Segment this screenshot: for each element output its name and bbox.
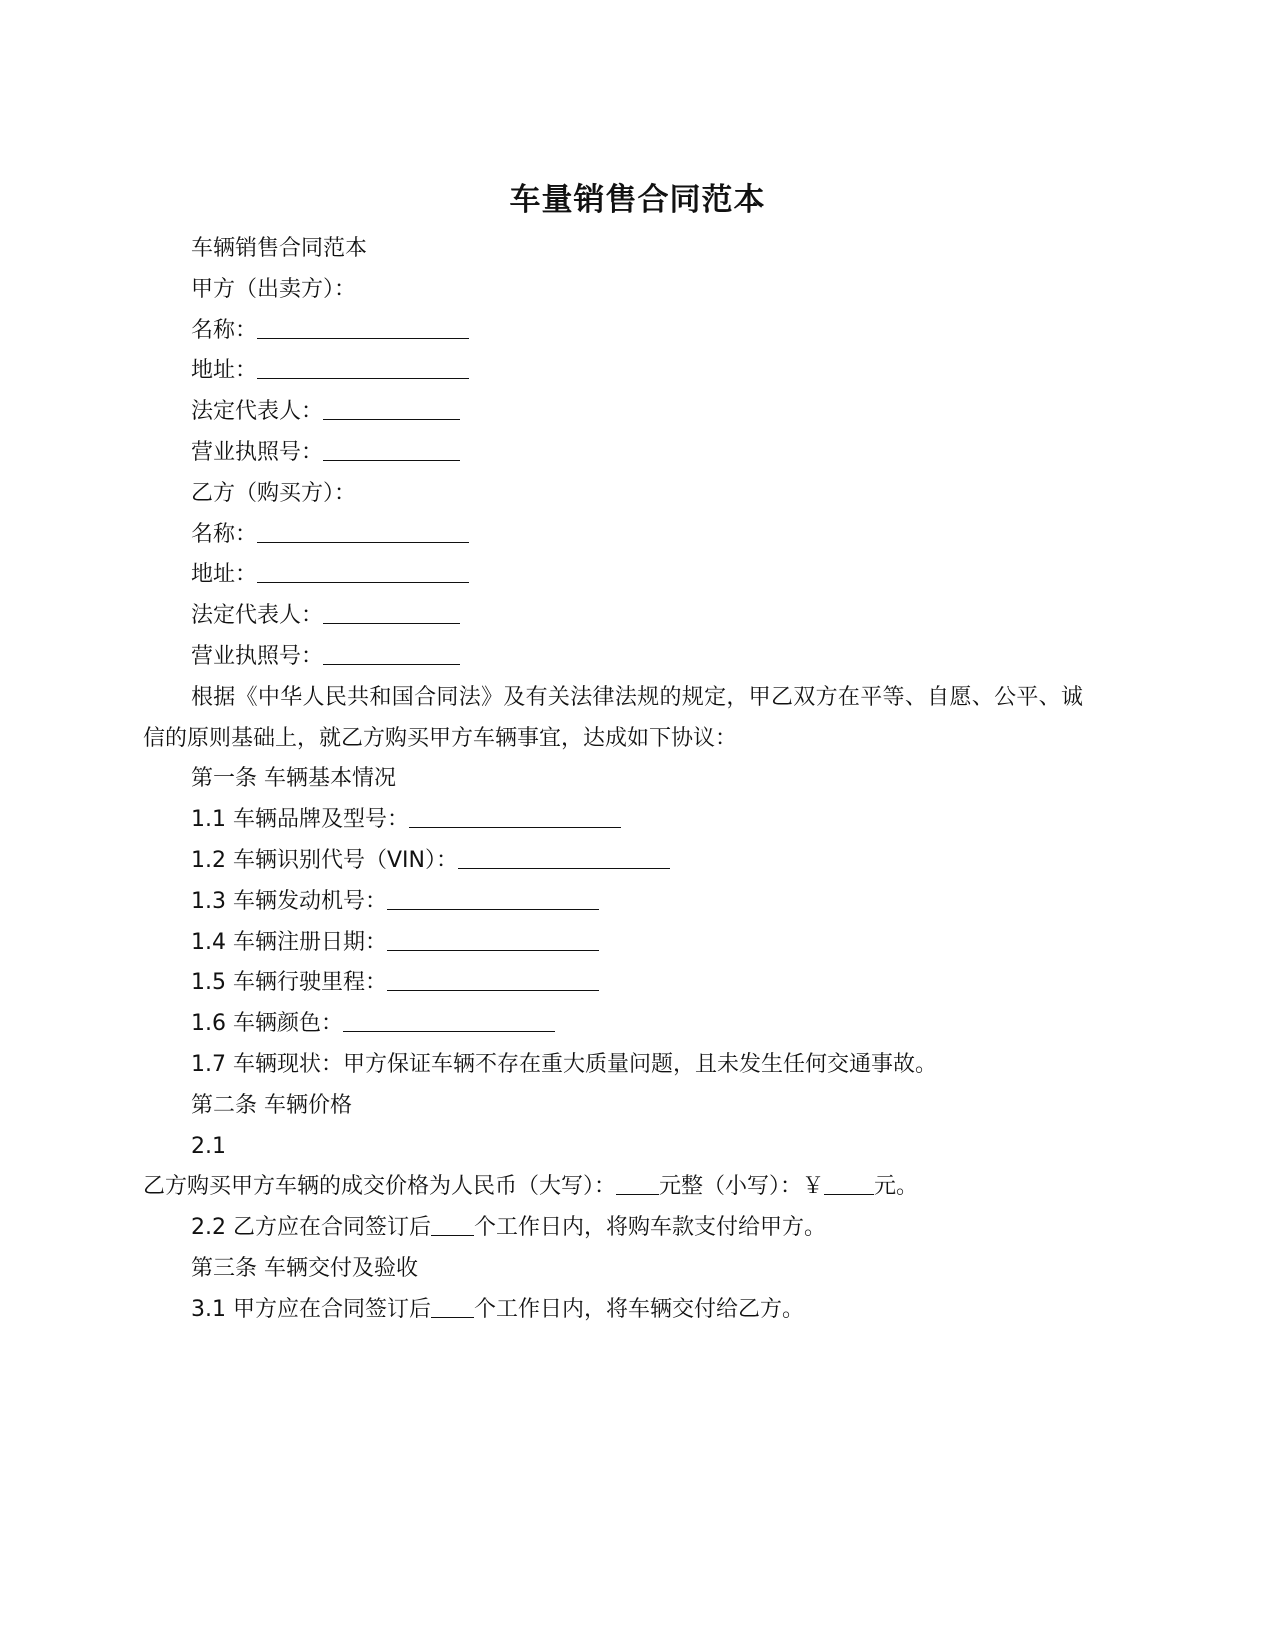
party-b-address-field[interactable] — [257, 560, 469, 583]
payment-days-field[interactable] — [431, 1213, 474, 1236]
item-2-2-text-b: 个工作日内，将购车款支付给甲方。 — [473, 1215, 826, 1241]
party-a-legal-rep-field[interactable] — [323, 397, 460, 420]
preamble-paragraph: 根据《中华人民共和国合同法》及有关法律法规的规定，甲乙双方在平等、自愿、公平、诚信的原则基础上，就乙方购买甲方车辆事宜，达成如下协议： — [143, 684, 1083, 751]
party-b-license-label: 营业执照号： — [191, 643, 324, 669]
document-body — [143, 229, 1083, 1331]
price-uppercase-field[interactable] — [616, 1172, 659, 1195]
party-a-license-label: 营业执照号： — [191, 439, 324, 465]
item-1-4-label: 1.4 车辆注册日期： — [191, 929, 387, 955]
party-b-heading: 乙方（购买方）： — [191, 480, 357, 506]
item-3-1-text-b: 个工作日内，将车辆交付给乙方。 — [473, 1296, 804, 1322]
item-3-1-text-a: 3.1 甲方应在合同签订后 — [191, 1296, 431, 1322]
vin-field[interactable] — [458, 846, 670, 869]
party-b-address-label: 地址： — [191, 562, 258, 588]
item-3-1-line — [143, 1290, 1083, 1331]
party-b-address-line — [143, 555, 1083, 596]
party-a-legal-rep-label: 法定代表人： — [191, 399, 324, 425]
party-b-legal-rep-line — [143, 596, 1083, 637]
party-a-heading: 甲方（出卖方）： — [191, 276, 357, 302]
article-1-item — [143, 800, 1083, 841]
article-1-item — [143, 1004, 1083, 1045]
article-1-item — [143, 923, 1083, 964]
party-a-name-label: 名称： — [191, 317, 258, 343]
delivery-days-field[interactable] — [431, 1295, 474, 1318]
item-2-1-text-a: 乙方购买甲方车辆的成交价格为人民币（大写）： — [143, 1174, 617, 1200]
item-1-5-label: 1.5 车辆行驶里程： — [191, 970, 387, 996]
color-field[interactable] — [343, 1009, 555, 1032]
item-2-1-text-b: 元整（小写）：￥ — [659, 1174, 825, 1200]
engine-number-field[interactable] — [387, 887, 599, 910]
subtitle: 车辆销售合同范本 — [191, 236, 368, 261]
party-b-name-field[interactable] — [257, 520, 469, 543]
item-2-2-text-a: 2.2 乙方应在合同签订后 — [191, 1215, 431, 1241]
party-a-legal-rep-line — [143, 392, 1083, 433]
party-b-legal-rep-label: 法定代表人： — [191, 603, 324, 629]
party-a-name-line — [143, 311, 1083, 352]
item-1-1-label: 1.1 车辆品牌及型号： — [191, 807, 409, 833]
item-2-1-line — [143, 1167, 1083, 1208]
item-1-7: 1.7 车辆现状：甲方保证车辆不存在重大质量问题，且未发生任何交通事故。 — [191, 1051, 937, 1077]
party-b-legal-rep-field[interactable] — [323, 601, 460, 624]
party-b-name-line — [143, 515, 1083, 556]
item-2-1-text-c: 元。 — [874, 1174, 919, 1200]
party-a-license-line — [143, 433, 1083, 474]
item-1-3-label: 1.3 车辆发动机号： — [191, 888, 387, 914]
registration-date-field[interactable] — [387, 928, 599, 951]
party-a-name-field[interactable] — [257, 316, 469, 339]
article-1-item — [143, 963, 1083, 1004]
mileage-field[interactable] — [387, 968, 599, 991]
article-1-item — [143, 882, 1083, 923]
article-1-heading: 第一条 车辆基本情况 — [191, 766, 396, 792]
item-2-1-number: 2.1 — [191, 1133, 226, 1159]
party-a-license-field[interactable] — [323, 438, 460, 461]
party-b-license-field[interactable] — [323, 642, 460, 665]
party-b-name-label: 名称： — [191, 521, 258, 547]
party-b-license-line — [143, 637, 1083, 678]
price-lowercase-field[interactable] — [824, 1172, 874, 1195]
item-2-2-line — [143, 1208, 1083, 1249]
item-1-6-label: 1.6 车辆颜色： — [191, 1011, 343, 1037]
brand-model-field[interactable] — [409, 805, 621, 828]
article-2-heading: 第二条 车辆价格 — [191, 1092, 352, 1118]
item-1-2-label: 1.2 车辆识别代号（VIN）： — [191, 847, 458, 873]
party-a-address-line — [143, 351, 1083, 392]
article-3-heading: 第三条 车辆交付及验收 — [191, 1255, 418, 1281]
party-a-address-label: 地址： — [191, 358, 258, 384]
party-a-address-field[interactable] — [257, 356, 469, 379]
document-title: 车量销售合同范本 — [509, 182, 766, 218]
article-1-item — [143, 841, 1083, 882]
